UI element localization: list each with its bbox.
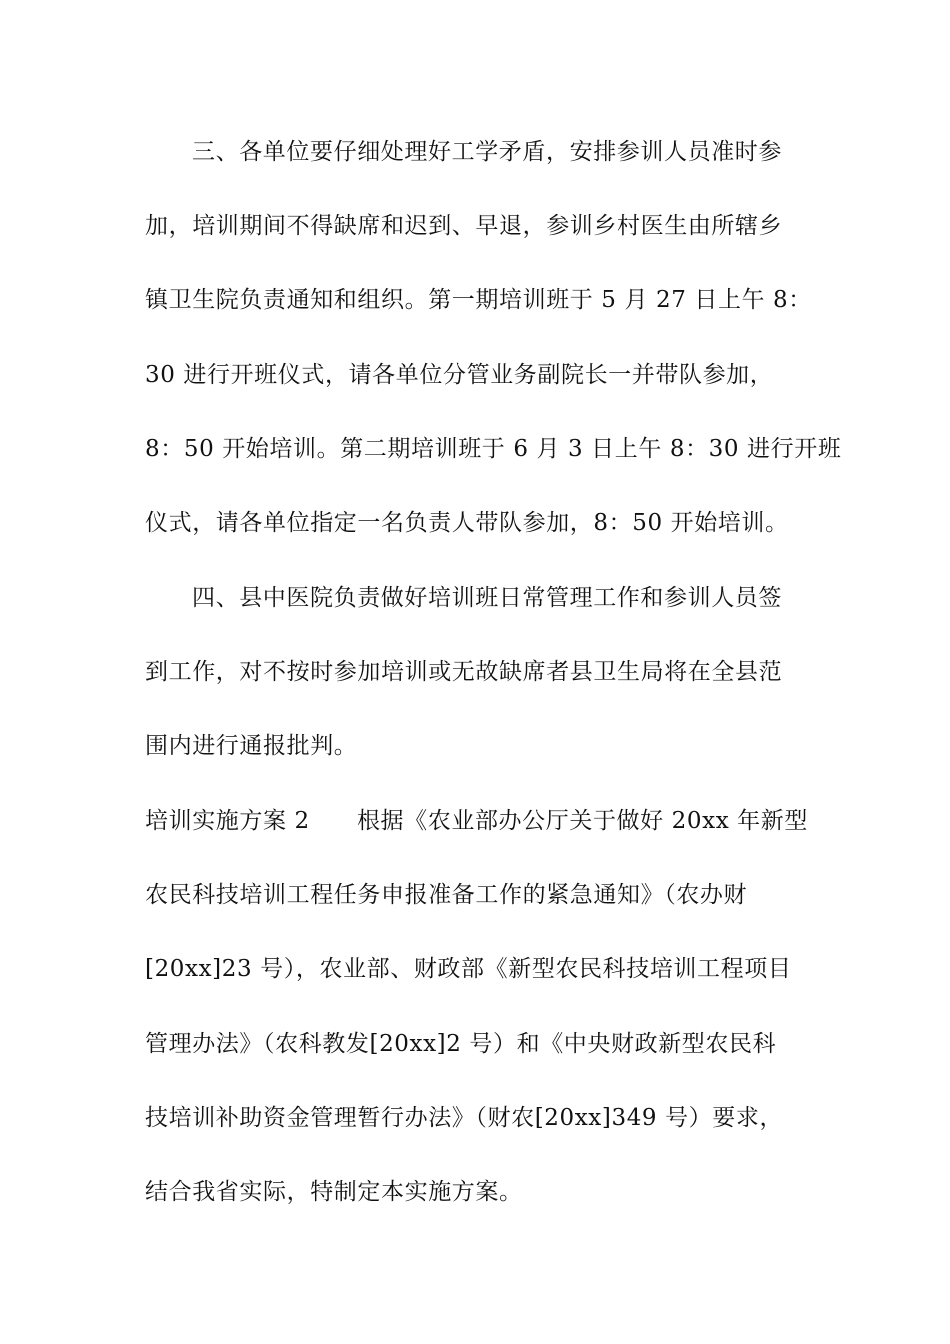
plan-2-line-5: 技培训补助资金管理暂行办法》（财农[20xx]349 号）要求， [145,1105,784,1131]
plan-2-line-2: 农民科技培训工程任务申报准备工作的紧急通知》（农办财 [145,882,748,908]
plan-2-line-1: 培训实施方案 2 根据《农业部办公厅关于做好 20xx 年新型 [145,808,808,834]
plan-2-line-4: 管理办法》（农科教发[20xx]2 号）和《中央财政新型农民科 [145,1031,777,1057]
paragraph-3-line-2: 加，培训期间不得缺席和迟到、早退，参训乡村医生由所辖乡 [145,213,783,239]
paragraph-4-line-2: 到工作，对不按时参加培训或无故缺席者县卫生局将在全县范 [145,659,783,685]
paragraph-3-line-6: 仪式，请各单位指定一名负责人带队参加，8：50 开始培训。 [145,510,789,536]
paragraph-3-line-3: 镇卫生院负责通知和组织。第一期培训班于 5 月 27 日上午 8： [145,287,812,313]
paragraph-3-line-1: 三、各单位要仔细处理好工学矛盾，安排参训人员准时参 [192,139,782,165]
paragraph-3-line-4: 30 进行开班仪式，请各单位分管业务副院长一并带队参加， [145,362,774,388]
paragraph-4-line-3: 围内进行通报批判。 [145,733,358,759]
paragraph-4-line-1: 四、县中医院负责做好培训班日常管理工作和参训人员签 [192,585,782,611]
plan-2-line-6: 结合我省实际，特制定本实施方案。 [145,1179,523,1205]
paragraph-3-line-5: 8：50 开始培训。第二期培训班于 6 月 3 日上午 8：30 进行开班 [145,436,842,462]
plan-2-line-3: [20xx]23 号），农业部、财政部《新型农民科技培训工程项目 [145,956,792,982]
